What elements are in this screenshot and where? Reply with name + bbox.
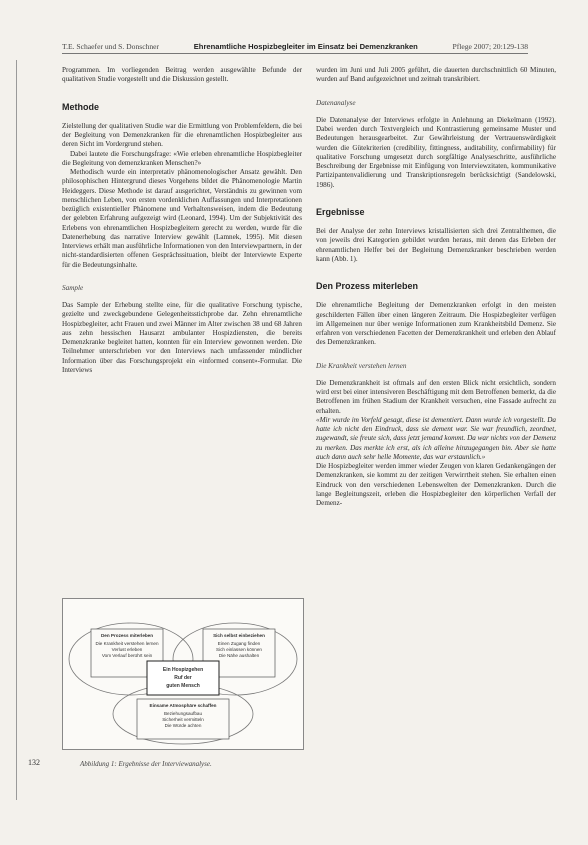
box2-title: Sich selbst einbeziehen [213,633,265,638]
box3-line-2: Sicherheit vermitteln [162,717,204,722]
box1-line-3: Vom Verlauf berührt sein [101,653,153,658]
box1-line-2: Verlust erleben [111,647,143,652]
running-header [62,42,528,51]
scan-crop-line [16,60,17,800]
header-authors: T.E. Schaefer und S. Donschner [62,42,160,51]
sample-para: Das Sample der Erhebung stellte eine, für die qualitative Forschung typische, gezielte und zweckgebundene Gelegenheitsstichprobe dar. Zehn ehrenamtliche Hospizbegleiter, acht Frauen und zwei Männer im Alter zwischen 38 und 68 Jahren aus zehn hessischen Hausarzt ambulanter Hospizdiensten, die bereits Demenzkranke begleitet hatten, konnten für ein Interview gewonnen werden. Die Teilnehmer unterschrieben vor den Interviews nach umfassender mündlicher Information über das Forschungsprojekt ein «informed consent»-Formular. Die Interviews [62,301,302,374]
box1-line-1: Die Krankheit verstehen lernen [95,641,159,646]
heading-prozess: Den Prozess miterleben [316,281,419,291]
box2-line-1: Einen Zugang finden [217,641,261,646]
box2-line-2: Sich einlassen können [216,647,262,652]
prozess-para: Die ehrenamtliche Begleitung der Demenzkranken erfolgt in den meisten geschilderten Fällen über einen längeren Zeitraum. Die Hospizbegleiter verfügen im Allgemeinen nur über wenige Informationen zum Krankheitsbild Demenz. Sie erfahren von verschiedenen Facetten der Demenzkrankheit und erleben den Ablauf des Demenzkranken. [316,301,556,347]
box3-title: Einsame Atmosphäre schaffen [149,703,217,708]
krankheit-para-2: Die Hospizbegleiter werden immer wieder Zeugen von klaren Gedankengängen der Demenzkranken, sie kommt zu der zeitigen Verwirrtheit stehen. Sie erhalten einen Eindruck von den verschiedenen Lebenswelten der Demenzkranken. Durch die lange Begleitungszeit, erleben die Hospizbegleiter den körperlichen Verfall der Demenz- [316,462,556,507]
header-title: Ehrenamtliche Hospizbegleiter im Einsatz bei Demenzkranken [193,42,418,51]
figure-diagram [63,599,303,749]
left-intro: Programmen. Im vorliegenden Beitrag werden ausgewählte Befunde der qualitativen Studie vorgestellt und die Diskussion gestellt. [62,66,302,84]
box1-title: Den Prozess miterleben [100,633,154,638]
heading-methode: Methode [62,101,99,112]
right-para-1: wurden im Juni und Juli 2005 geführt, die dauerten durchschnittlich 60 Minuten, wurden auf Band aufgezeichnet und zeitnah transkribiert. [316,66,556,84]
krankheit-para: Die Demenzkrankheit ist oftmals auf den ersten Blick nicht ersichtlich, sondern wird erst bei einer intensiveren Beschäftigung mit dem Betroffenen bemerkt, da die Betroffenen im frühen Stadium der Krankheit versuchen, eine Fassade aufrecht zu erhalten. [316,378,556,415]
ergebnisse-para: Bei der Analyse der zehn Interviews kristallisierten sich drei Zentralthemen, die von jeweils drei Kategorien gebildet wurden heraus, mit denen das Erleben der ehrenamtlichen Helfer bei der Begleitung Demenzkranker beschrieben werden kann (Abb. 1). [316,227,556,263]
heading-ergebnisse: Ergebnisse [316,206,365,217]
page-number: 132 [28,758,40,767]
right-column [316,66,556,508]
figure-caption: Abbildung 1: Ergebnisse der Interviewanalyse. [80,760,212,768]
box3-line-1: Beziehungsaufbau [163,711,203,716]
figure-1 [62,598,304,750]
methode-para-1: Zielstellung der qualitativen Studie war die Ermittlung von Problemfeldern, die bei der Begleitung von Demenzkranken für die ehrenamtlichen Hospizbegleiter aus deren Sicht im Vordergrund stehen. [62,121,302,149]
heading-krankheit: Die Krankheit verstehen lernen [316,361,407,370]
interview-quote: «Mir wurde im Vorfeld gesagt, diese ist dementiert. Dann wurde ich vorgestellt. Da hatte ich nicht den Eindruck, dass sie dement war. Sie war freundlich, zeordnet, zugewandt, sie freute sich, dass jetzt jemand kommt. Da war nichts von der Demenz zu merken. Das merkte ich erst, als ich alleine hinzugegangen bin. Aber sie hatte auch dann auch sehr helle Momente, das war erstaunlich.» [316,415,556,461]
header-journal: Pflege 2007; 20:129-138 [452,42,528,51]
heading-sample: Sample [62,283,84,292]
center-line-2: Ruf der [174,675,192,681]
heading-datenanalyse: Datenanalyse [316,98,356,107]
box3-line-3: Die Würde achten [164,723,202,728]
box2-line-3: Die Nähe aushalten [218,653,260,658]
datenanalyse-para: Die Datenanalyse der Interviews erfolgte in Anlehnung an Diekelmann (1992). Dabei werden durch Textvergleich und Kontrastierung gemeinsame Muster und Bedeutungen herausgearbeitet. Zur Gewährleistung der Vertrauenswürdigkeit wurden die Gütekriterien (credibility, fittingness, auditability, confirmability) für qualitative Forschung umgesetzt durch sorgfältige Analyseschritte, ausführliche Beschreibung der Ergebnisse mit Einfügung von Interviewzitaten, kommunikative Partizipantenvalidierung und Transkriptionsregeln berücksichtigt (Sandelowski, 1986). [316,115,556,189]
header-rule [62,53,528,54]
center-line-3: guten Mensch [166,683,200,689]
methode-para-2: Dabei lautete die Forschungsfrage: «Wie erleben ehrenamtliche Hospizbegleiter die Begleitung von demenzkranken Menschen?» [62,149,302,167]
methode-para-3: Methodisch wurde ein interpretativ phänomenologischer Ansatz gewählt. Den philosophischen Hintergrund dieses Vorgehens bildet die Phänomenologie Martin Heideggers. Diese Methode ist darauf ausgerichtet, Verständnis zu gewinnen vom menschlichen Leben, von ersten vordenklichen Auffassungen und Interpretationen bezüglich existentieller Phänomene und Verhaltensweisen, indem die Bedeutung der gelebten Erfahrung aufgezeigt wird (Leonard, 1994). Um der Subjektivität des Erlebens von ehrenamtlichen Hospizbegleitern gerecht zu werden, wurde für die Datenerhebung das narrative Interview gewählt (Lamnek, 1995). Mit diesen Interviews erhält man ausführliche Informationen von den Interviewpartnern, in der nicht-standardisierten offenen Gesprächssituation, bleibt der Interviewte Experte für die Bedeutungsinhalte. [62,168,302,269]
left-column [62,66,302,375]
center-line-1: Ein Hospizgehen [162,667,204,673]
